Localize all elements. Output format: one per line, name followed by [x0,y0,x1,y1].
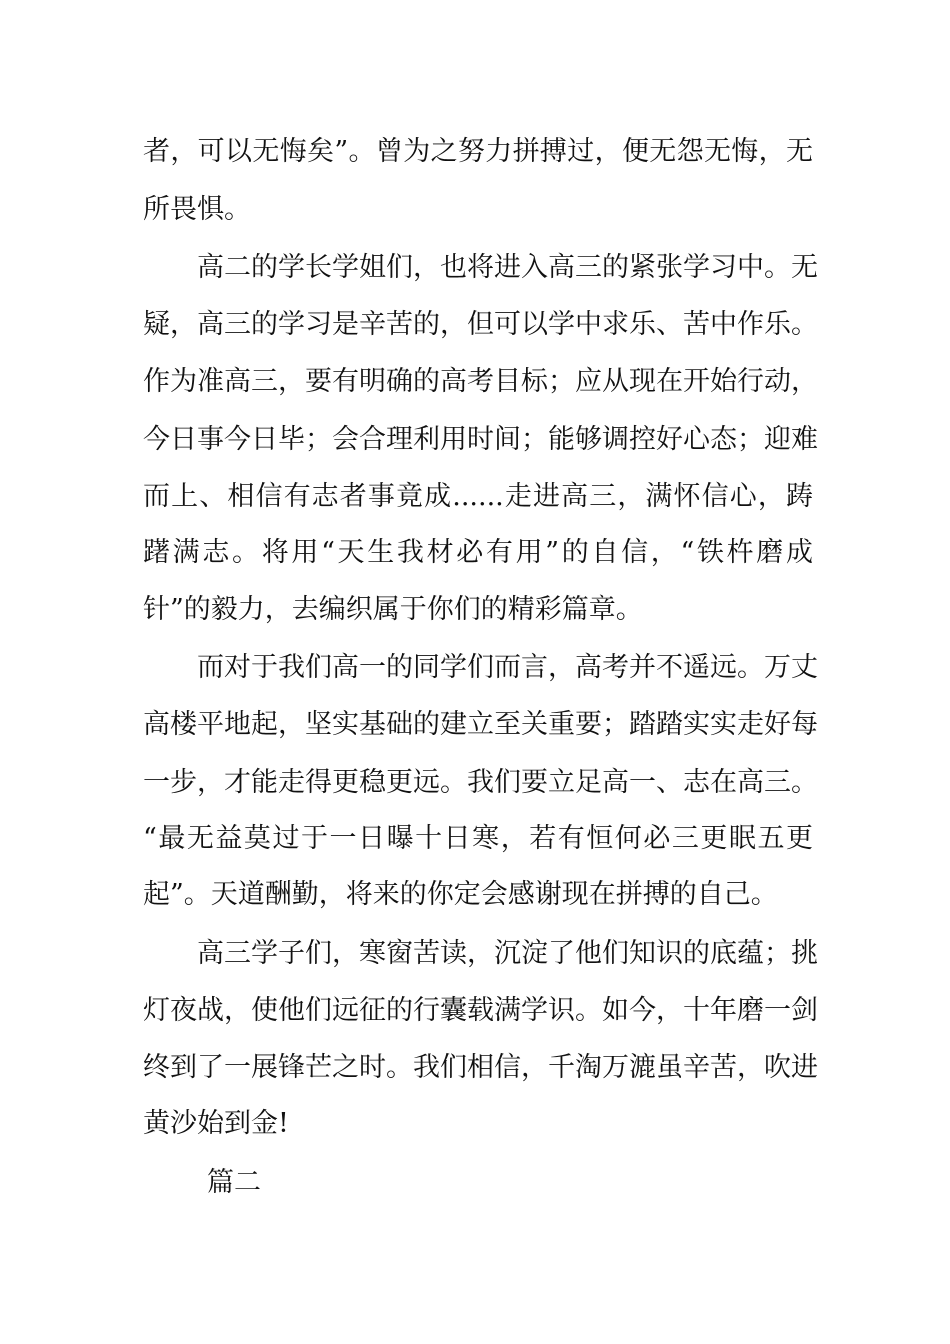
text-line: 灯夜战，使他们远征的行囊载满学识。如今，十年磨一剑 [143,995,818,1026]
paragraph-first-line: 高二的学长学姐们，也将进入高三的紧张学习中。无 [197,252,818,283]
paragraph-first-line: 高三学子们，寒窗苦读，沉淀了他们知识的底蕴；挑 [197,938,818,969]
text-line: 而上、相信有志者事竟成......走进高三，满怀信心，踌 [143,481,813,512]
text-line: 针”的毅力，去编织属于你们的精彩篇章。 [143,594,643,625]
text-line: 高楼平地起，坚实基础的建立至关重要；踏踏实实走好每 [143,709,818,740]
paragraph-first-line: 而对于我们高一的同学们而言，高考并不遥远。万丈 [197,652,818,683]
text-line: 黄沙始到金! [143,1108,289,1139]
text-line: 疑，高三的学习是辛苦的，但可以学中求乐、苦中作乐。 [143,309,818,340]
text-line: “最无益莫过于一日曝十日寒，若有恒何必三更眠五更 [143,823,813,854]
text-line: 作为准高三，要有明确的高考目标；应从现在开始行动， [143,366,818,397]
section-heading: 篇二 [207,1167,261,1198]
text-line: 今日事今日毕；会合理利用时间；能够调控好心态；迎难 [143,424,818,455]
text-line: 所畏惧。 [143,194,251,225]
text-line: 一步，才能走得更稳更远。我们要立足高一、志在高三。 [143,767,818,798]
text-line: 起”。天道酬勤，将来的你定会感谢现在拼搏的自己。 [143,879,778,910]
text-line: 者，可以无悔矣”。曾为之努力拼搏过，便无怨无悔，无 [143,136,813,167]
text-line: 躇满志。将用“天生我材必有用”的自信，“铁杵磨成 [143,537,813,568]
text-line: 终到了一展锋芒之时。我们相信，千淘万漉虽辛苦，吹进 [143,1052,818,1083]
